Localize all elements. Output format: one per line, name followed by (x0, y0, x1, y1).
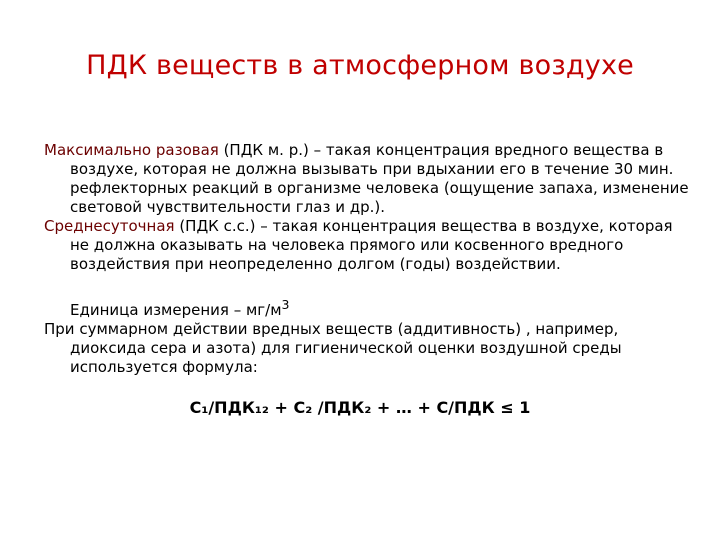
additivity-formula: C₁/ПДК₁₂ + C₂ /ПДК₂ + … + C/ПДК ≤ 1 (189, 398, 531, 417)
unit-superscript: 3 (281, 297, 290, 312)
definition-daily-avg (44, 217, 694, 274)
term-daily-avg: Среднесуточная (44, 217, 175, 235)
unit-of-measure (44, 295, 694, 320)
term-max-single: Максимально разовая (44, 141, 219, 159)
summation-paragraph: При суммарном действии вредных веществ (аддитивность) , например, диоксида сера и азота) для гигиенической оценки воздушной среды используется формула: (44, 320, 622, 376)
unit-label: Единица измерения – мг/м (70, 301, 282, 319)
definition-daily-avg-text: (ПДК с.с.) – такая концентрация вещества в воздухе, которая не должна оказывать на человека прямого или косвенного вредного воздействия при неопределенно долгом (годы) воздействии. (70, 217, 673, 273)
definition-max-single-text: (ПДК м. р.) – такая концентрация вредного вещества в воздухе, которая не должна вызывать при вдыхании его в течение 30 мин. рефлекторных реакций в организме человека (ощущение запаха, изменение световой чувствительности глаз и др.). (70, 141, 689, 216)
slide-title: ПДК веществ в атмосферном воздухе (86, 50, 634, 81)
definition-max-single (44, 141, 694, 217)
slide-body (44, 141, 694, 377)
